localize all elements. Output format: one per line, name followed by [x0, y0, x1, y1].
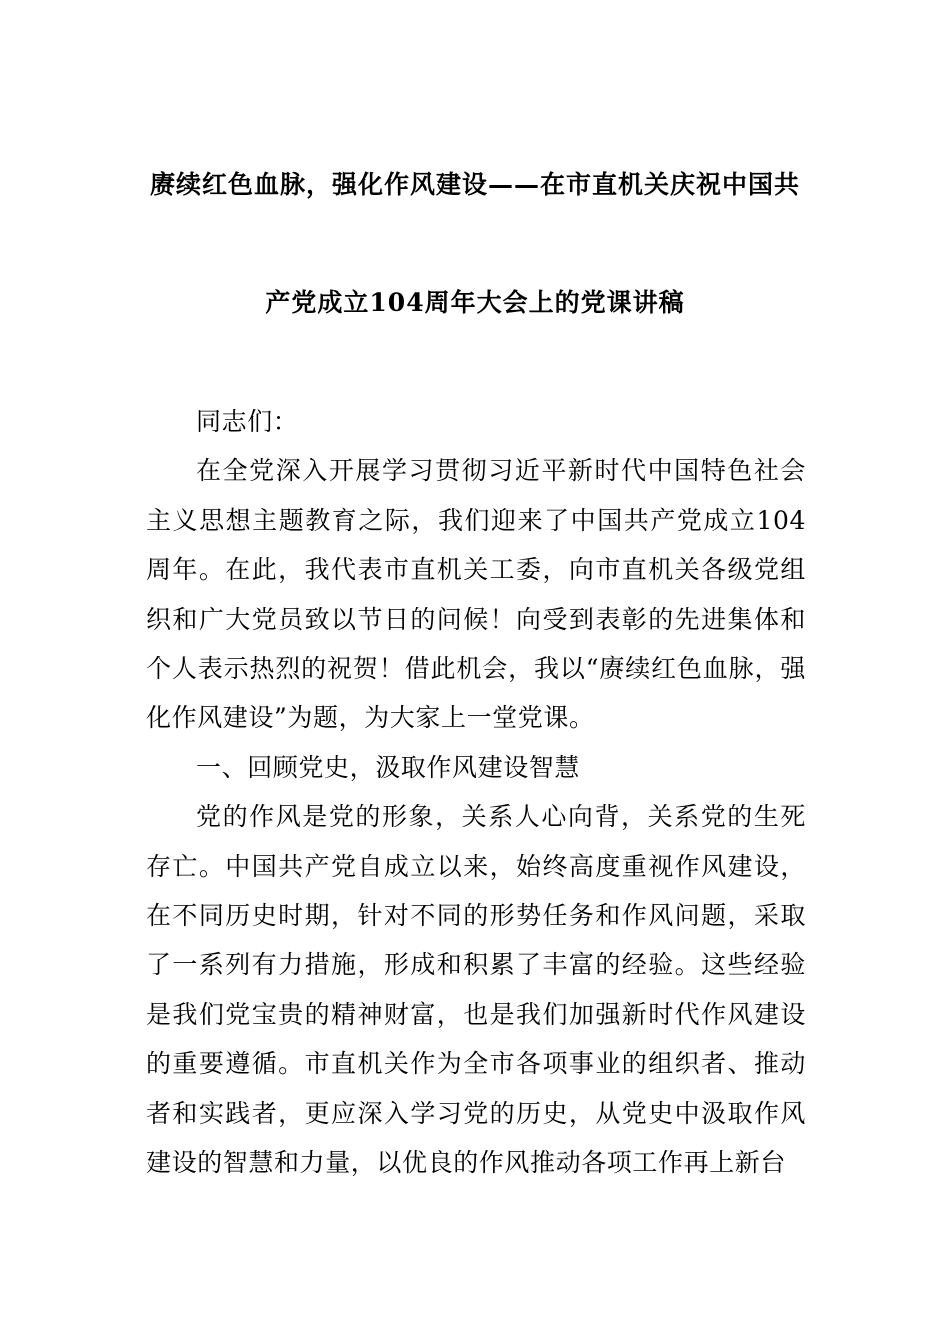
paragraph-section-1: 党的作风是党的形象，关系人心向背，关系党的生死存亡。中国共产党自成立以来，始终高度重视作风建设，在不同历史时期，针对不同的形势任务和作风问题，采取了一系列有力措施，形成和积累了丰富的经验。这些经验是我们党宝贵的精神财富，也是我们加强新时代作风建设的重要遵循。市直机关作为全市各项事业的组织者、推动者和实践者，更应深入学习党的历史，从党史中汲取作风建设的智慧和力量，以优良的作风推动各项工作再上新台	[146, 802, 806, 1178]
document-title-line-1: 赓续红色血脉，强化作风建设——在市直机关庆祝中国共	[149, 170, 800, 199]
document-body	[146, 397, 806, 1188]
section-heading-1: 一、回顾党史，汲取作风建设智慧	[196, 752, 581, 782]
paragraph-intro: 在全党深入开展学习贯彻习近平新时代中国特色社会主义思想主题教育之际，我们迎来了中国共产党成立104周年。在此，我代表市直机关工委，向市直机关各级党组织和广大党员致以节日的问候！向受到表彰的先进集体和个人表示热烈的祝贺！借此机会，我以“赓续红色血脉，强化作风建设”为题，为大家上一堂党课。	[146, 456, 806, 733]
document-title-line-2: 产党成立104周年大会上的党课讲稿	[265, 288, 685, 317]
salutation: 同志们：	[196, 407, 299, 436]
